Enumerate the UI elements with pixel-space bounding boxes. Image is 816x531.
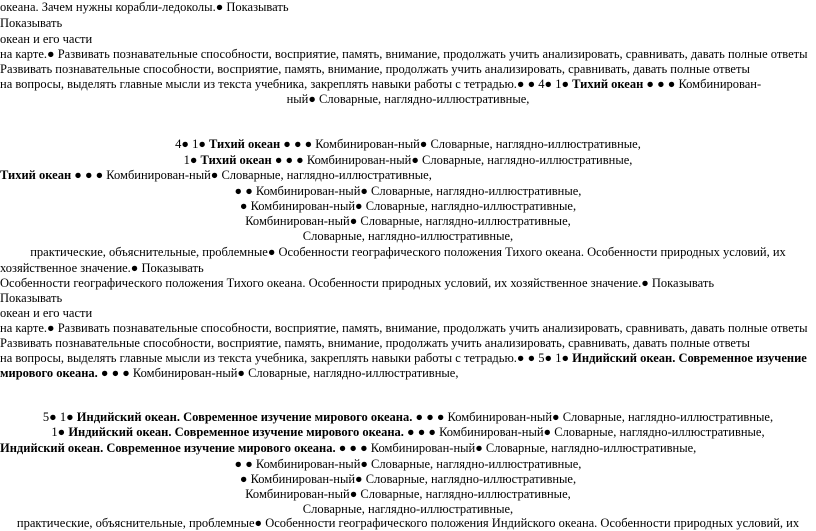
text-span: ● ● ● Комбинирован-ный● Словарные, наглядно-иллюстративные, xyxy=(100,366,459,380)
text-span: на вопросы, выделять главные мысли из текста учебника, закреплять навыки работы с тетрадью.● ● 4● 1● xyxy=(0,77,570,91)
text-line: Комбинирован-ный● Словарные, наглядно-иллюстративные, xyxy=(245,214,571,228)
text-span: 5● 1● xyxy=(42,410,74,424)
text-span: 1● xyxy=(51,425,66,439)
lesson-title: Индийский океан. Современное изучение xyxy=(572,351,807,365)
text-span: ● ● ● Комбинирован-ный● Словарные, наглядно-иллюстративные, xyxy=(407,425,765,439)
text-line: Комбинирован-ный● Словарные, наглядно-иллюстративные, xyxy=(245,487,571,501)
lesson-title: мирового океана. xyxy=(0,366,98,380)
text-span: ● ● ● Комбинирован-ный● Словарные, наглядно-иллюстративные, xyxy=(283,137,641,151)
lesson-title: Тихий океан xyxy=(209,137,281,151)
text-line xyxy=(0,77,816,92)
text-span: ● ● ● Комбинирован-ный● Словарные, наглядно-иллюстративные, xyxy=(415,410,774,424)
text-line: ● ● Комбинирован-ный● Словарные, наглядно-иллюстративные, xyxy=(234,184,582,198)
text-line xyxy=(0,137,816,152)
text-line: Развивать познавательные способности, восприятие, память, внимание, продолжать учить анализировать, сравнивать, давать полные ответы xyxy=(0,336,750,350)
lesson-title: Тихий океан xyxy=(572,77,644,91)
text-span: 4● 1● xyxy=(175,137,206,151)
text-line: практические, объяснительные, проблемные● Особенности географического положения Тихого океана. Особенности природных условий, их xyxy=(30,245,786,259)
lesson-title: Индийский океан. Современное изучение мирового океана. xyxy=(68,425,404,439)
text-line xyxy=(0,441,816,456)
text-line: на карте.● Развивать познавательные способности, восприятие, память, внимание, продолжать учить анализировать, сравнивать, давать полные ответы xyxy=(0,321,808,335)
lesson-title: Тихий океан xyxy=(200,153,272,167)
text-line: Словарные, наглядно-иллюстративные, xyxy=(302,229,514,243)
lesson-title: Индийский океан. Современное изучение мирового океана. xyxy=(76,410,413,424)
text-span: на вопросы, выделять главные мысли из текста учебника, закреплять навыки работы с тетрадью.● ● 5● 1● xyxy=(0,351,570,365)
text-line: хозяйственное значение.● Показывать xyxy=(0,261,204,275)
text-line: ● Комбинирован-ный● Словарные, наглядно-иллюстративные, xyxy=(239,199,577,213)
lesson-title: Тихий океан xyxy=(0,168,72,182)
text-line: ● Комбинирован-ный● Словарные, наглядно-иллюстративные, xyxy=(239,472,577,486)
text-span: 1● xyxy=(183,153,198,167)
text-span: ● ● ● Комбинирован- xyxy=(646,77,762,91)
text-line: ● ● Комбинирован-ный● Словарные, наглядно-иллюстративные, xyxy=(234,457,582,471)
text-line: на карте.● Развивать познавательные способности, восприятие, память, внимание, продолжать учить анализировать, сравнивать, давать полные ответы xyxy=(0,47,808,61)
text-line: ный● Словарные, наглядно-иллюстративные, xyxy=(286,92,530,106)
text-span: ● ● ● Комбинирован-ный● Словарные, наглядно-иллюстративные, xyxy=(274,153,633,167)
text-line: Показывать xyxy=(0,16,63,30)
text-line xyxy=(0,410,816,425)
text-line xyxy=(0,425,816,440)
text-line: практические, объяснительные, проблемные● Особенности географического положения Индийского океана. Особенности природных условий, их xyxy=(16,516,800,530)
text-span: ● ● ● Комбинирован-ный● Словарные, наглядно-иллюстративные, xyxy=(74,168,432,182)
lesson-title: Индийский океан. Современное изучение мирового океана. xyxy=(0,441,336,455)
text-line: Показывать xyxy=(0,291,63,305)
text-line xyxy=(0,351,816,366)
text-line: Развивать познавательные способности, восприятие, память, внимание, продолжать учить анализировать, сравнивать, давать полные ответы xyxy=(0,62,750,76)
text-line: океана. Зачем нужны корабли-ледоколы.● Показывать xyxy=(0,0,289,14)
text-line xyxy=(0,168,816,183)
text-line xyxy=(0,366,816,381)
text-line xyxy=(0,153,816,168)
text-line: Особенности географического положения Тихого океана. Особенности природных условий, их хозяйственное значение.● Показывать xyxy=(0,276,715,290)
text-line: Словарные, наглядно-иллюстративные, xyxy=(302,502,514,516)
text-span: ● ● ● Комбинирован-ный● Словарные, наглядно-иллюстративные, xyxy=(338,441,697,455)
text-line: океан и его части xyxy=(0,306,93,320)
text-line: океан и его части xyxy=(0,32,93,46)
